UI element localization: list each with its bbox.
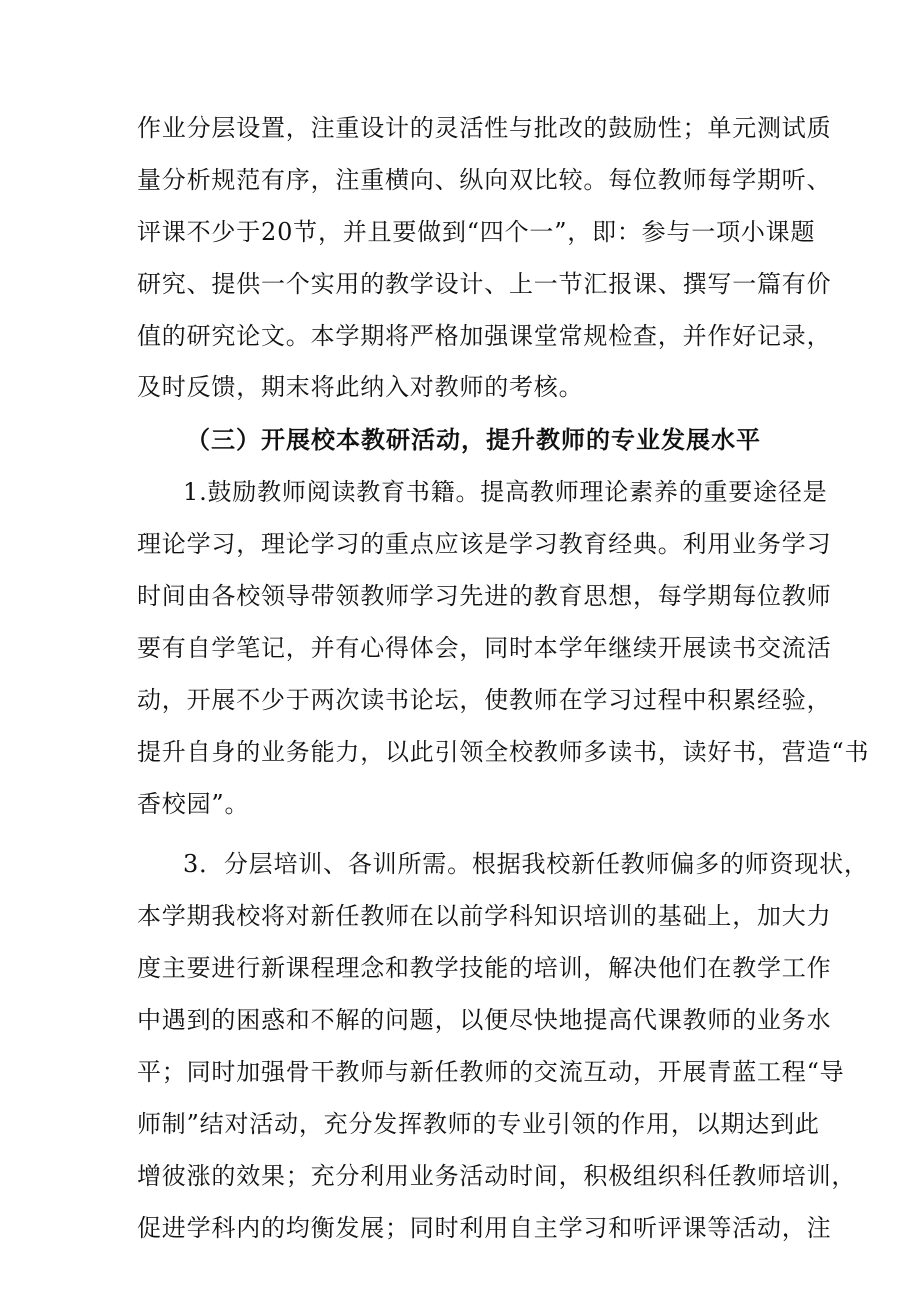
text-line: 师制”结对活动，充分发挥教师的专业引领的作用，以期达到此 bbox=[137, 1110, 820, 1138]
text-line: 量分析规范有序，注重横向、纵向双比较。每位教师每学期听、 bbox=[137, 166, 832, 194]
section-heading: （三）开展校本教研活动，提升教师的专业发展水平 bbox=[186, 425, 761, 454]
text-line: 作业分层设置，注重设计的灵活性与批改的鼓励性；单元测试质 bbox=[137, 114, 832, 142]
text-line: 及时反馈，期末将此纳入对教师的考核。 bbox=[137, 373, 584, 401]
text-line: 本学期我校将对新任教师在以前学科知识培训的基础上，加大力 bbox=[137, 902, 832, 930]
text-line: 值的研究论文。本学期将严格加强课堂常规检查，并作好记录， bbox=[137, 322, 832, 350]
text-line: 3．分层培训、各训所需。根据我校新任教师偏多的师资现状， bbox=[183, 850, 869, 878]
text-line: 中遇到的困惑和不解的问题，以便尽快地提高代课教师的业务水 bbox=[137, 1006, 832, 1034]
text-line: 度主要进行新课程理念和教学技能的培训，解决他们在教学工作 bbox=[137, 954, 832, 982]
text-line: 时间由各校领导带领教师学习先进的教育思想，每学期每位教师 bbox=[137, 582, 832, 610]
text-line: 提升自身的业务能力，以此引领全校教师多读书，读好书，营造“书 bbox=[137, 738, 870, 766]
text-line: 香校园”。 bbox=[137, 790, 250, 818]
text-line: 研究、提供一个实用的教学设计、上一节汇报课、撰写一篇有价 bbox=[137, 270, 832, 298]
text-line: 理论学习，理论学习的重点应该是学习教育经典。利用业务学习 bbox=[137, 530, 832, 558]
text-line: 平；同时加强骨干教师与新任教师的交流互动，开展青蓝工程“导 bbox=[137, 1058, 845, 1086]
text-line: 1.鼓励教师阅读教育书籍。提高教师理论素养的重要途径是 bbox=[183, 478, 828, 506]
text-line: 要有自学笔记，并有心得体会，同时本学年继续开展读书交流活 bbox=[137, 634, 832, 662]
text-line: 评课不少于20节，并且要做到“四个一”，即：参与一项小课题 bbox=[137, 218, 816, 246]
text-line: 增彼涨的效果；充分利用业务活动时间，积极组织科任教师培训， bbox=[137, 1162, 857, 1190]
text-line: 促进学科内的均衡发展；同时利用自主学习和听评课等活动，注 bbox=[137, 1214, 832, 1242]
text-line: 动，开展不少于两次读书论坛，使教师在学习过程中积累经验， bbox=[137, 686, 832, 714]
